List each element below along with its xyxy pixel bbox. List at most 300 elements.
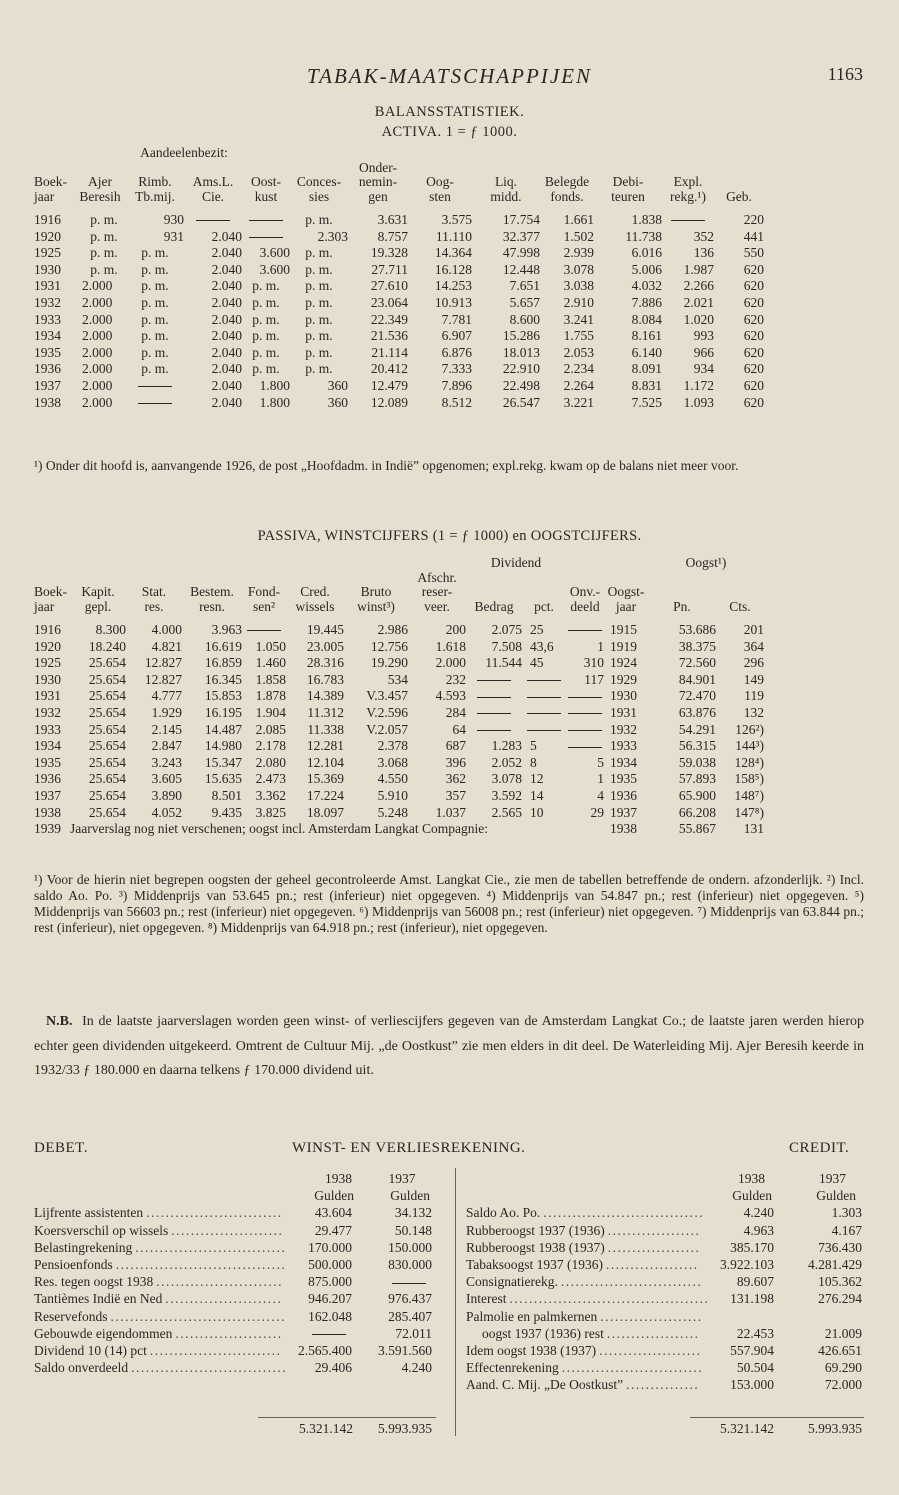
activa-cell: p. m.	[90, 261, 118, 277]
passiva-cell: 119	[744, 688, 764, 704]
passiva-cell: 1933	[34, 721, 61, 737]
activa-cell: 2.040	[211, 394, 242, 410]
passiva-cell: 3.362	[255, 787, 286, 803]
passiva-column-header	[286, 571, 344, 615]
passiva-cell: 1931	[34, 688, 61, 704]
passiva-cell: 65.900	[678, 787, 716, 803]
activa-column-header-line: midd.	[490, 188, 522, 204]
activa-cell: 3.575	[441, 212, 472, 227]
passiva-column-header-line: Oogst-	[607, 584, 645, 599]
passiva-cell: 1933	[610, 738, 637, 754]
activa-group-cell	[34, 146, 74, 161]
credit-value-1937: 276.294	[818, 1291, 862, 1307]
passiva-column-header-line: jaar	[34, 598, 55, 614]
passiva-cell: 1.460	[255, 655, 286, 671]
credit-value-1938: 89.607	[736, 1274, 774, 1290]
passiva-cell: 2.052	[491, 754, 522, 770]
activa-cell: p. m.	[252, 344, 280, 360]
activa-cell: 1.800	[259, 394, 290, 410]
debet-row	[34, 1325, 434, 1342]
passiva-cell: 56.315	[678, 738, 716, 754]
passiva-cell: 310	[583, 655, 604, 671]
activa-group-cell	[594, 146, 662, 161]
passiva-cell: 63.876	[678, 704, 716, 720]
passiva-cell	[466, 672, 522, 689]
debet-value-1938: 500.000	[308, 1256, 352, 1272]
activa-cell: p. m.	[252, 294, 280, 310]
activa-column-header-line: Belegde	[544, 174, 590, 189]
passiva-cell: 12.281	[306, 738, 344, 754]
activa-column-header-line: Debi-	[612, 174, 644, 189]
activa-cell: p. m.	[141, 361, 169, 377]
activa-cell: 1931	[34, 278, 61, 294]
passiva-cell: 201	[743, 622, 764, 637]
credit-label: Effectenrekening	[466, 1360, 559, 1376]
passiva-cell: 25.654	[88, 655, 126, 671]
passiva-cell: 1930	[610, 688, 637, 704]
passiva-cell: 4.550	[377, 771, 408, 787]
passiva-cell: 1932	[34, 704, 61, 720]
passiva-cell: 687	[445, 738, 466, 754]
debet-value-1937: 150.000	[388, 1239, 432, 1255]
activa-group-cell	[714, 146, 764, 161]
activa-cell: 2.000	[82, 361, 113, 377]
activa-column-header	[714, 161, 764, 205]
activa-cell: 620	[743, 377, 764, 393]
credit-row	[466, 1273, 864, 1290]
passiva-cell: 1934	[610, 754, 637, 770]
passiva-cell: 3.078	[491, 771, 522, 787]
passiva-column-header-line: Afschr.	[417, 569, 457, 585]
activa-cell: 550	[743, 245, 764, 261]
passiva-cell: 1924	[610, 655, 637, 671]
debet-row	[34, 1273, 434, 1290]
nb-paragraph	[34, 1010, 864, 1084]
passiva-1939-year: 1939	[34, 821, 61, 837]
passiva-cell: 12	[530, 771, 544, 787]
passiva-cell: 25.654	[88, 754, 126, 770]
passiva-column-header-line: Pn.	[673, 598, 691, 614]
passiva-cell: 11.544	[485, 655, 522, 671]
passiva-cell: 9.435	[211, 804, 242, 820]
activa-cell: 5.006	[631, 261, 662, 277]
passiva-cell: 144³)	[735, 738, 764, 754]
activa-cell: p. m.	[305, 245, 333, 261]
activa-cell: 6.140	[631, 344, 662, 360]
activa-cell: 3.221	[563, 394, 594, 410]
passiva-cell	[242, 622, 286, 639]
dot-leader: ............................	[146, 1205, 283, 1221]
activa-cell: p. m.	[252, 361, 280, 377]
passiva-cell	[522, 672, 566, 689]
activa-cell: 1.093	[683, 394, 714, 410]
passiva-cell: 357	[445, 787, 466, 803]
passiva-cell: 1919	[610, 638, 637, 654]
passiva-cell: 126²)	[735, 721, 764, 737]
activa-cell: 2.303	[317, 228, 348, 244]
passiva-cell: 1937	[610, 804, 637, 820]
passiva-cell: 1.858	[255, 671, 286, 687]
activa-cell: 7.781	[441, 311, 472, 327]
activa-cell: 3.600	[259, 261, 290, 277]
passiva-cell	[522, 722, 566, 739]
passiva-cell	[566, 738, 604, 755]
activa-column-header	[126, 161, 184, 205]
passiva-cell: 12.827	[144, 655, 182, 671]
passiva-cell: V.2.596	[366, 704, 408, 720]
dot-leader: ........................	[165, 1291, 283, 1307]
passiva-row	[34, 805, 764, 822]
passiva-group-cell	[408, 556, 466, 571]
passiva-cell: 3.963	[211, 622, 242, 637]
debet-total	[34, 1420, 434, 1437]
activa-group-cell	[540, 146, 594, 161]
debet-label: Tantièmes Indië en Ned	[34, 1291, 163, 1307]
passiva-cell: 2.847	[151, 738, 182, 754]
credit-label: Consignatierekg.	[466, 1274, 558, 1290]
passiva-row-1939	[34, 821, 764, 838]
dot-leader: ......................	[175, 1325, 283, 1341]
credit-label: oogst 1937 (1936) rest	[482, 1325, 604, 1341]
passiva-cell	[466, 722, 522, 739]
passiva-cell: 12.827	[144, 671, 182, 687]
activa-cell: 1.987	[683, 261, 714, 277]
activa-cell: 1.800	[259, 377, 290, 393]
credit-label: Rubberoogst 1937 (1936)	[466, 1222, 605, 1238]
passiva-cell: 3.890	[151, 787, 182, 803]
passiva-cell	[466, 705, 522, 722]
balans-footnote: ¹) Onder dit hoofd is, aanvangende 1926, de post „Hoofdadm. in Indië” opgenomen; expl.rekg. kwam op de balans niet meer voor.	[34, 458, 739, 473]
activa-cell: 620	[743, 311, 764, 327]
passiva-column-header	[716, 571, 764, 615]
activa-cell: p. m.	[252, 311, 280, 327]
passiva-row	[34, 655, 764, 672]
activa-cell: p. m.	[305, 361, 333, 377]
passiva-cell: 148⁷)	[734, 787, 764, 803]
passiva-row	[34, 639, 764, 656]
passiva-column-header	[604, 571, 648, 615]
activa-cell: 21.114	[371, 344, 408, 360]
passiva-cell	[566, 688, 604, 705]
activa-column-header-line: Expl.	[673, 174, 703, 189]
credit-label: Idem oogst 1938 (1937)	[466, 1342, 597, 1358]
activa-cell: 12.479	[370, 377, 408, 393]
passiva-group-oogst: Oogst¹)	[685, 555, 727, 570]
activa-cell: 1935	[34, 344, 61, 360]
passiva-cell: 2.085	[255, 721, 286, 737]
dot-leader: ...................	[607, 1222, 701, 1238]
balans-subtitle: ACTIVA. 1 = ƒ 1000.	[381, 124, 518, 140]
activa-row	[34, 395, 764, 412]
passiva-1939-cts: 131	[743, 821, 764, 837]
activa-column-header-line: Tb.mij.	[135, 188, 175, 204]
passiva-column-header-line: Stat.	[141, 584, 167, 599]
dot-leader: ...............................	[135, 1239, 287, 1255]
activa-cell: 2.040	[211, 377, 242, 393]
debet-unit-1938: Gulden	[314, 1188, 354, 1204]
activa-group-cell	[408, 146, 472, 161]
activa-column-header	[290, 161, 348, 205]
passiva-column-header-line: Cts.	[729, 598, 751, 614]
activa-cell: 7.886	[631, 294, 662, 310]
passiva-cell: 11.338	[307, 721, 344, 737]
passiva-cell: 132	[743, 704, 764, 720]
activa-column-header-line: Conces-	[296, 174, 342, 189]
debet-label: Dividend 10 (14) pct	[34, 1342, 147, 1358]
activa-cell: 6.016	[631, 245, 662, 261]
passiva-row	[34, 755, 764, 772]
activa-table	[34, 146, 764, 411]
credit-label: Tabaksoogst 1937 (1936)	[466, 1256, 604, 1272]
passiva-cell	[522, 688, 566, 705]
activa-cell: p. m.	[305, 212, 333, 227]
credit-label: Palmolie en palmkernen	[466, 1308, 598, 1324]
passiva-cell: 1925	[34, 655, 61, 671]
passiva-cell: 1.050	[255, 638, 286, 654]
passiva-row	[34, 672, 764, 689]
activa-column-header-line: jaar	[34, 188, 55, 204]
passiva-group-cell	[126, 556, 182, 571]
activa-cell: p. m.	[90, 245, 118, 261]
passiva-cell: 8.501	[211, 787, 242, 803]
passiva-cell: 15.347	[204, 754, 242, 770]
debet-row	[34, 1222, 434, 1239]
activa-cell: 22.349	[370, 311, 408, 327]
passiva-cell: 11.312	[307, 704, 344, 720]
activa-cell: 19.328	[370, 245, 408, 261]
activa-group-aandeelen: Aandeelenbezit:	[140, 145, 228, 160]
activa-column-header-line: Beresih	[79, 188, 121, 204]
page-number: 1163	[827, 64, 863, 84]
passiva-cell: 2.473	[255, 771, 286, 787]
passiva-cell: 4.821	[151, 638, 182, 654]
passiva-cell: 23.005	[306, 638, 344, 654]
activa-cell: 2.040	[211, 245, 242, 261]
activa-cell: 1933	[34, 311, 61, 327]
activa-cell: 620	[743, 261, 764, 277]
passiva-cell: 4.000	[151, 622, 182, 637]
credit-col-1937: 1937	[819, 1171, 846, 1186]
activa-cell: 8.091	[631, 361, 662, 377]
passiva-cell: 18.240	[88, 638, 126, 654]
activa-cell: 8.512	[441, 394, 472, 410]
debet-label: Lijfrente assistenten	[34, 1205, 144, 1221]
passiva-column-header-line: Bestem.	[190, 584, 234, 599]
activa-column-header-line: rekg.¹)	[670, 188, 706, 204]
activa-column-header-line: teuren	[611, 188, 645, 204]
passiva-cell: 43,6	[530, 638, 554, 654]
credit-row	[466, 1376, 864, 1393]
passiva-cell: 396	[445, 754, 466, 770]
debet-value-1938: 2.565.400	[298, 1342, 352, 1358]
passiva-cell: 3.605	[151, 771, 182, 787]
dot-leader: .............................	[560, 1274, 703, 1290]
activa-column-header-line: Ams.L.	[192, 174, 234, 189]
activa-cell: 930	[163, 212, 184, 227]
activa-cell: 2.000	[82, 278, 113, 294]
activa-cell	[662, 212, 714, 229]
passiva-cell: 364	[743, 638, 764, 654]
activa-row	[34, 328, 764, 345]
passiva-cell: 2.075	[491, 622, 522, 637]
passiva-cell: 12.104	[306, 754, 344, 770]
activa-column-header-line: sies	[308, 188, 330, 204]
debet-value-1937: 50.148	[394, 1222, 432, 1238]
credit-value-1938: 153.000	[730, 1377, 774, 1393]
passiva-column-header-line: Bedrag	[474, 598, 514, 614]
debet-value-1937: 830.000	[388, 1256, 432, 1272]
activa-cell: 8.161	[631, 328, 662, 344]
passiva-cell: 16.859	[204, 655, 242, 671]
activa-group-cell	[472, 146, 540, 161]
activa-cell: p. m.	[141, 245, 169, 261]
activa-cell: 27.711	[371, 261, 408, 277]
activa-cell: p. m.	[141, 294, 169, 310]
credit-row	[466, 1256, 864, 1273]
activa-cell: 1925	[34, 245, 61, 261]
passiva-cell: 14.389	[306, 688, 344, 704]
passiva-cell: 147⁸)	[734, 804, 764, 820]
activa-cell	[242, 212, 290, 229]
passiva-cell: 8	[530, 754, 537, 770]
activa-cell: 352	[693, 228, 714, 244]
activa-cell: 6.876	[441, 344, 472, 360]
passiva-cell: 1.618	[435, 638, 466, 654]
activa-cell: 5.657	[509, 294, 540, 310]
dot-leader: ...........................	[149, 1342, 282, 1358]
activa-cell: 1937	[34, 377, 61, 393]
passiva-cell: 296	[743, 655, 764, 671]
page-header-title: TABAK-MAATSCHAPPIJEN	[307, 64, 592, 88]
activa-cell: 6.907	[441, 328, 472, 344]
passiva-cell: 3.068	[377, 754, 408, 770]
activa-cell: p. m.	[305, 311, 333, 327]
activa-column-header-line: Liq.	[494, 174, 518, 189]
passiva-cell: 1938	[34, 804, 61, 820]
activa-cell: 23.064	[370, 294, 408, 310]
passiva-cell: 5	[530, 738, 537, 754]
debet-row	[34, 1204, 434, 1221]
passiva-column-header-line: resn.	[199, 598, 225, 614]
activa-cell: 10.913	[434, 294, 472, 310]
credit-value-1937: 21.009	[824, 1325, 862, 1341]
debet-label: Koersverschil op wissels	[34, 1222, 169, 1238]
passiva-cell: 12.756	[370, 638, 408, 654]
activa-cell: 1.020	[683, 311, 714, 327]
activa-cell: 26.547	[502, 394, 540, 410]
activa-cell: 620	[743, 344, 764, 360]
debet-value-1938: 875.000	[308, 1274, 352, 1290]
passiva-cell: 16.619	[204, 638, 242, 654]
passiva-cell: 25	[530, 622, 544, 637]
passiva-column-header	[466, 571, 522, 615]
passiva-cell: 15.369	[306, 771, 344, 787]
passiva-cell: 3.825	[255, 804, 286, 820]
activa-body	[34, 212, 764, 411]
activa-cell: 1920	[34, 228, 61, 244]
debet-label: Res. tegen oogst 1938	[34, 1274, 154, 1290]
activa-table-wrap	[34, 146, 764, 411]
passiva-cell: 2.080	[255, 754, 286, 770]
passiva-cell: 45	[530, 655, 544, 671]
credit-value-1937: 105.362	[818, 1274, 862, 1290]
passiva-cell: 4.777	[151, 688, 182, 704]
passiva-cell: 25.654	[88, 771, 126, 787]
passiva-cell: 8.300	[95, 622, 126, 637]
passiva-cell: V.3.457	[366, 688, 408, 704]
passiva-cell: 25.654	[88, 704, 126, 720]
activa-cell: 2.040	[211, 278, 242, 294]
passiva-cell: 149	[743, 671, 764, 687]
activa-cell: 8.600	[509, 311, 540, 327]
passiva-column-header	[182, 571, 242, 615]
activa-cell: 1.661	[563, 212, 594, 227]
activa-group-cell	[662, 146, 714, 161]
debet-label: DEBET.	[34, 1140, 88, 1156]
debet-value-1938: 29.477	[314, 1222, 352, 1238]
passiva-group-cell	[566, 556, 604, 571]
activa-cell: p. m.	[141, 311, 169, 327]
activa-cell: p. m.	[305, 328, 333, 344]
passiva-cell: 117	[584, 671, 604, 687]
passiva-cell: 1.904	[255, 704, 286, 720]
passiva-row	[34, 788, 764, 805]
passiva-column-header-line: Onv.-	[569, 584, 601, 599]
credit-col-1938: 1938	[738, 1171, 765, 1186]
activa-cell: 2.266	[683, 278, 714, 294]
passiva-column-header-line: Bruto	[360, 584, 392, 599]
activa-cell	[126, 395, 184, 412]
passiva-group-cell	[182, 556, 242, 571]
activa-cell: 2.021	[683, 294, 714, 310]
passiva-cell: 54.291	[678, 721, 716, 737]
activa-cell: 966	[693, 344, 714, 360]
debet-value-1937: 3.591.560	[378, 1342, 432, 1358]
activa-row	[34, 378, 764, 395]
passiva-column-header	[242, 571, 286, 615]
activa-cell: p. m.	[305, 261, 333, 277]
activa-cell: 2.040	[211, 294, 242, 310]
dot-leader: ...................	[607, 1239, 701, 1255]
activa-cell: 2.040	[211, 328, 242, 344]
activa-cell: p. m.	[141, 328, 169, 344]
activa-cell: 136	[693, 245, 714, 261]
activa-cell: p. m.	[305, 278, 333, 294]
nb-label: N.B.	[46, 1014, 73, 1029]
passiva-group-cell	[34, 556, 70, 571]
dot-leader: .................................	[543, 1205, 705, 1221]
debet-total-1938: 5.321.142	[299, 1421, 353, 1436]
activa-cell: 2.053	[563, 344, 594, 360]
activa-cell: 7.651	[509, 278, 540, 294]
passiva-column-header	[344, 571, 408, 615]
activa-cell: 620	[743, 328, 764, 344]
passiva-cell: 14	[530, 787, 544, 803]
passiva-cell: 5.248	[377, 804, 408, 820]
passiva-row	[34, 771, 764, 788]
activa-cell: p. m.	[90, 212, 118, 227]
passiva-cell: 2.378	[377, 738, 408, 754]
activa-column-header-line: gen	[368, 188, 388, 204]
activa-cell: 2.000	[82, 344, 113, 360]
activa-row	[34, 361, 764, 378]
passiva-cell: 19.290	[370, 655, 408, 671]
passiva-column-header-line: reser-	[421, 584, 453, 599]
activa-column-header-line: Geb.	[726, 188, 752, 204]
activa-cell: 8.831	[631, 377, 662, 393]
activa-cell: 11.110	[435, 228, 472, 244]
passiva-column-header-line: gepl.	[84, 598, 112, 614]
